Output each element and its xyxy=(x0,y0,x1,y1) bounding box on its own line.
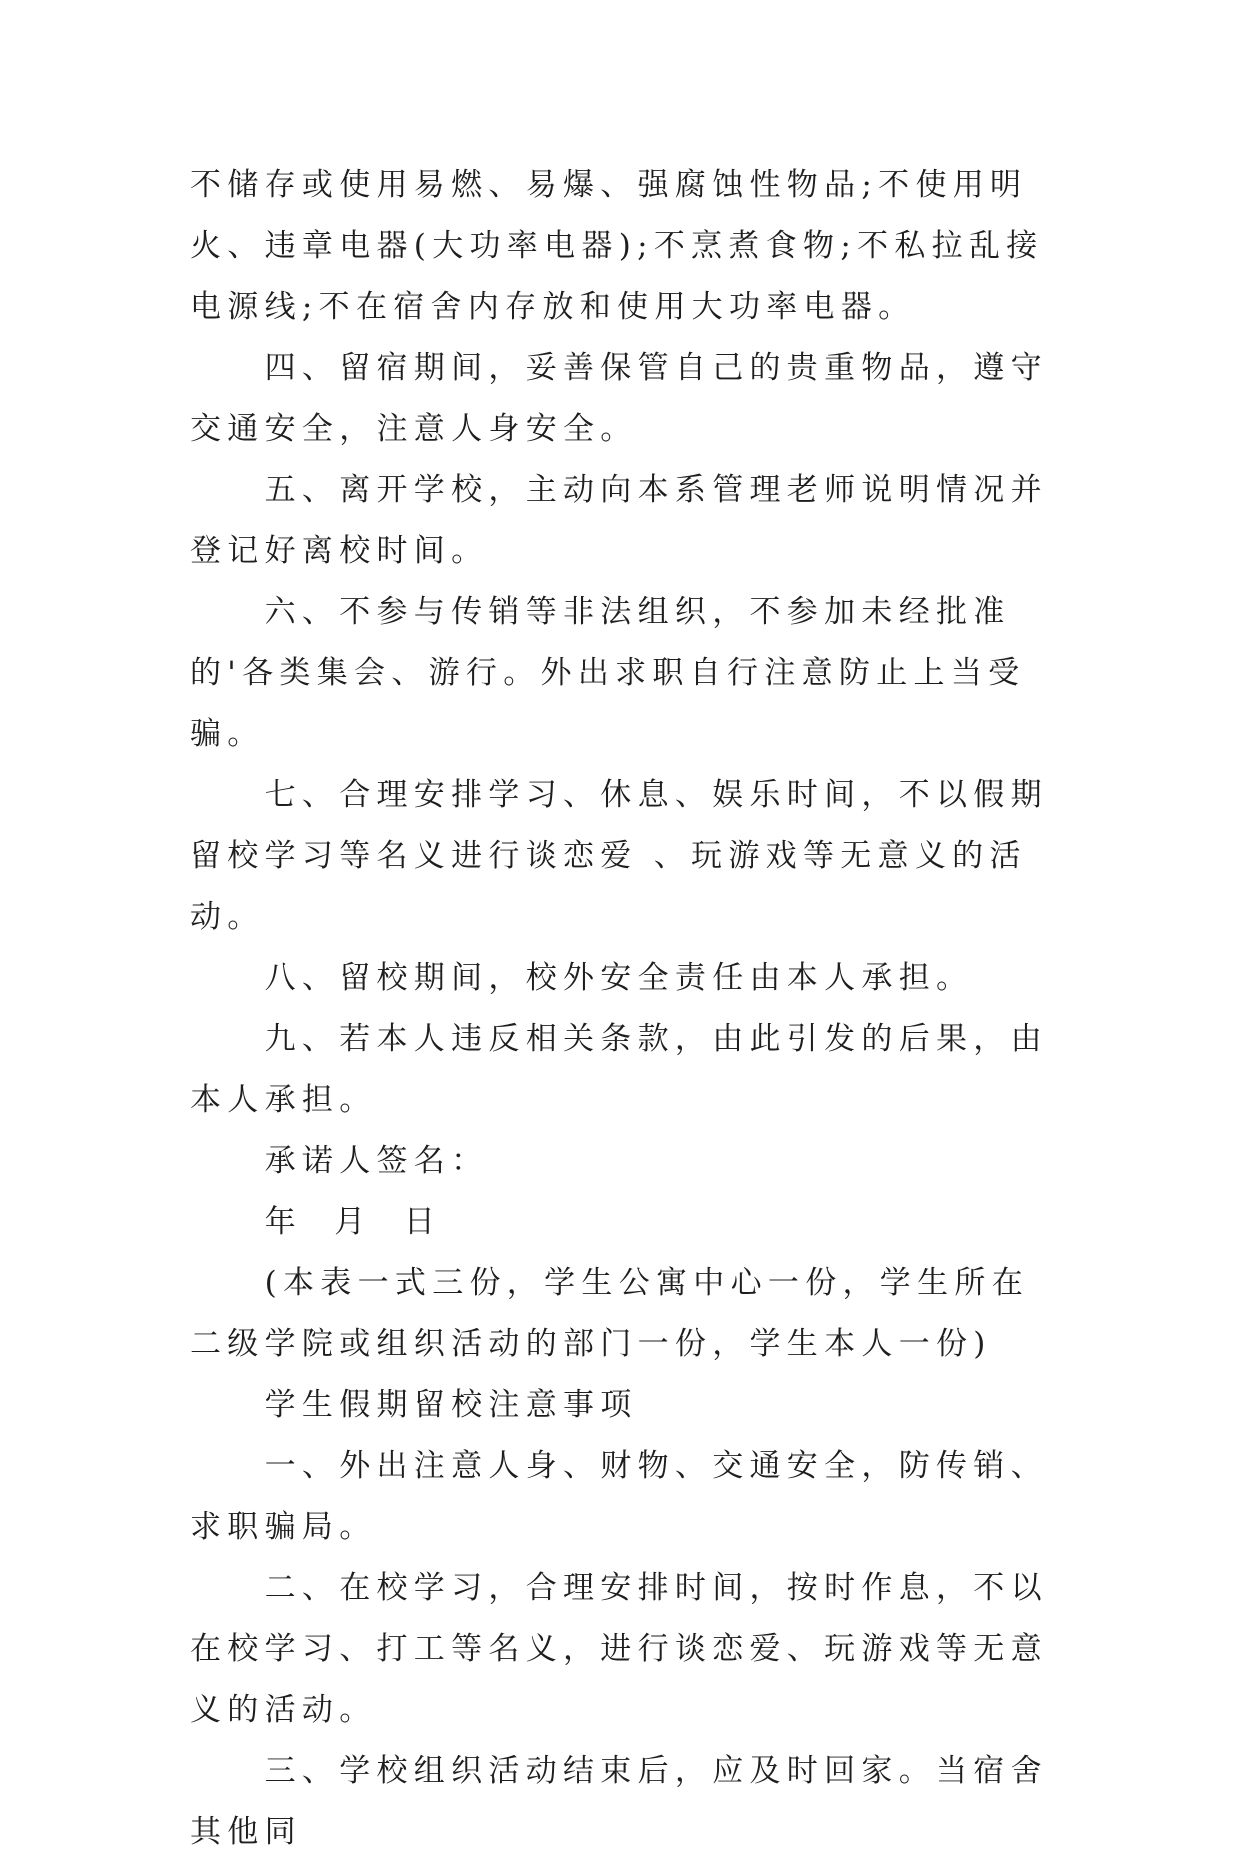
paragraph-rule-8: 八、留校期间，校外安全责任由本人承担。 xyxy=(190,960,974,996)
notice-item-1: 一、外出注意人身、财物、交通安全，防传销、求职骗局。 xyxy=(190,1448,1048,1545)
paragraph-rule-6: 六、不参与传销等非法组织，不参加未经批准的'各类集会、游行。外出求职自行注意防止上当受骗。 xyxy=(190,594,1026,752)
paragraph-rule-4: 四、留宿期间，妥善保管自己的贵重物品，遵守交通安全，注意人身安全。 xyxy=(190,350,1048,447)
copies-note: (本表一式三份，学生公寓中心一份，学生所在二级学院或组织活动的部门一份，学生本人一份) xyxy=(190,1265,1029,1362)
date-line: 年 月 日 xyxy=(190,1204,442,1240)
paragraph-rule-3-continued: 不储存或使用易燃、易爆、强腐蚀性物品;不使用明火、违章电器(大功率电器);不烹煮食物;不私拉乱接电源线;不在宿舍内存放和使用大功率电器。 xyxy=(190,167,1044,325)
notice-item-3: 三、学校组织活动结束后，应及时回家。当宿舍其他同 xyxy=(190,1753,1048,1850)
document-body xyxy=(190,155,1050,1863)
signature-line: 承诺人签名： xyxy=(190,1143,489,1179)
paragraph-rule-9: 九、若本人违反相关条款，由此引发的后果，由本人承担。 xyxy=(190,1021,1048,1118)
section-heading: 学生假期留校注意事项 xyxy=(190,1387,638,1423)
paragraph-rule-5: 五、离开学校，主动向本系管理老师说明情况并登记好离校时间。 xyxy=(190,472,1048,569)
notice-item-2: 二、在校学习，合理安排时间，按时作息，不以在校学习、打工等名义，进行谈恋爱、玩游戏等无意义的活动。 xyxy=(190,1570,1048,1728)
paragraph-rule-7: 七、合理安排学习、休息、娱乐时间，不以假期留校学习等名义进行谈恋爱 、玩游戏等无意义的活动。 xyxy=(190,777,1048,935)
